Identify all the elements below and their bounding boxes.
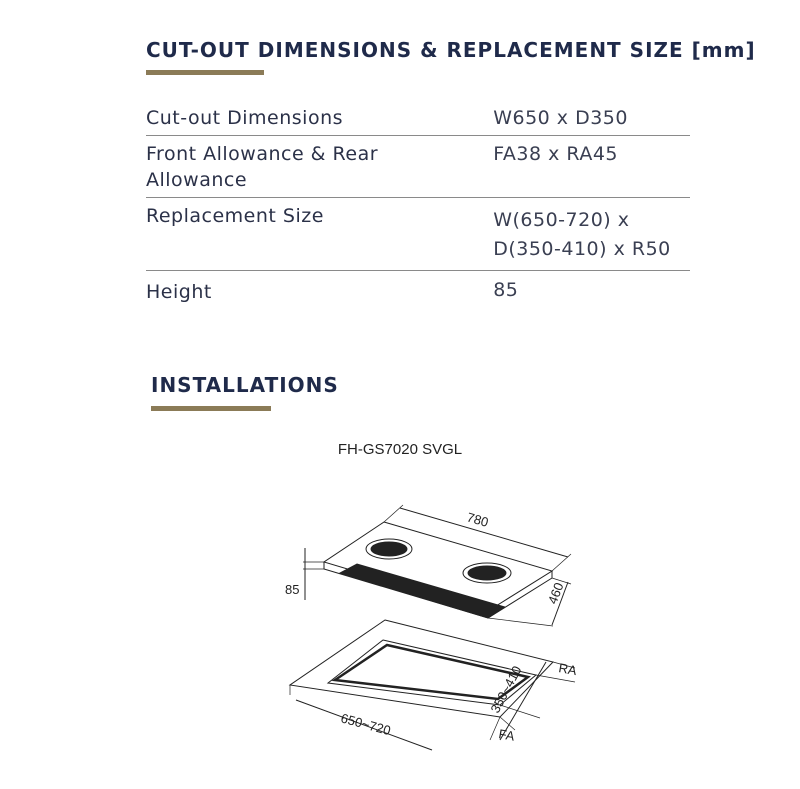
right-burner <box>468 566 506 580</box>
width-label: 780 <box>465 509 491 530</box>
depth-label: 460 <box>544 580 567 607</box>
model-name: FH-GS7020 SVGL <box>337 441 463 458</box>
row-value: 85 <box>493 279 519 301</box>
row-value: W(650-720) x D(350-410) x R50 <box>493 209 671 260</box>
front-allowance-label: FA <box>497 726 516 744</box>
cutout-title: CUT-OUT DIMENSIONS & REPLACEMENT SIZE [mm] <box>146 38 756 62</box>
row-label: Height <box>146 281 212 303</box>
row-value: W650 x D350 <box>493 107 628 129</box>
height-label: 85 <box>285 582 300 597</box>
row-value: FA38 x RA45 <box>493 143 618 165</box>
left-burner <box>371 542 407 556</box>
rear-allowance-label: RA <box>557 660 578 679</box>
cut-depth-label: 350~410 <box>487 663 525 716</box>
installations-title: INSTALLATIONS <box>151 373 339 397</box>
cut-width-label: 650~720 <box>339 710 393 739</box>
row-label: Replacement Size <box>146 205 324 227</box>
row-label: Front Allowance & Rear Allowance <box>146 143 379 191</box>
row-label: Cut-out Dimensions <box>146 107 344 129</box>
